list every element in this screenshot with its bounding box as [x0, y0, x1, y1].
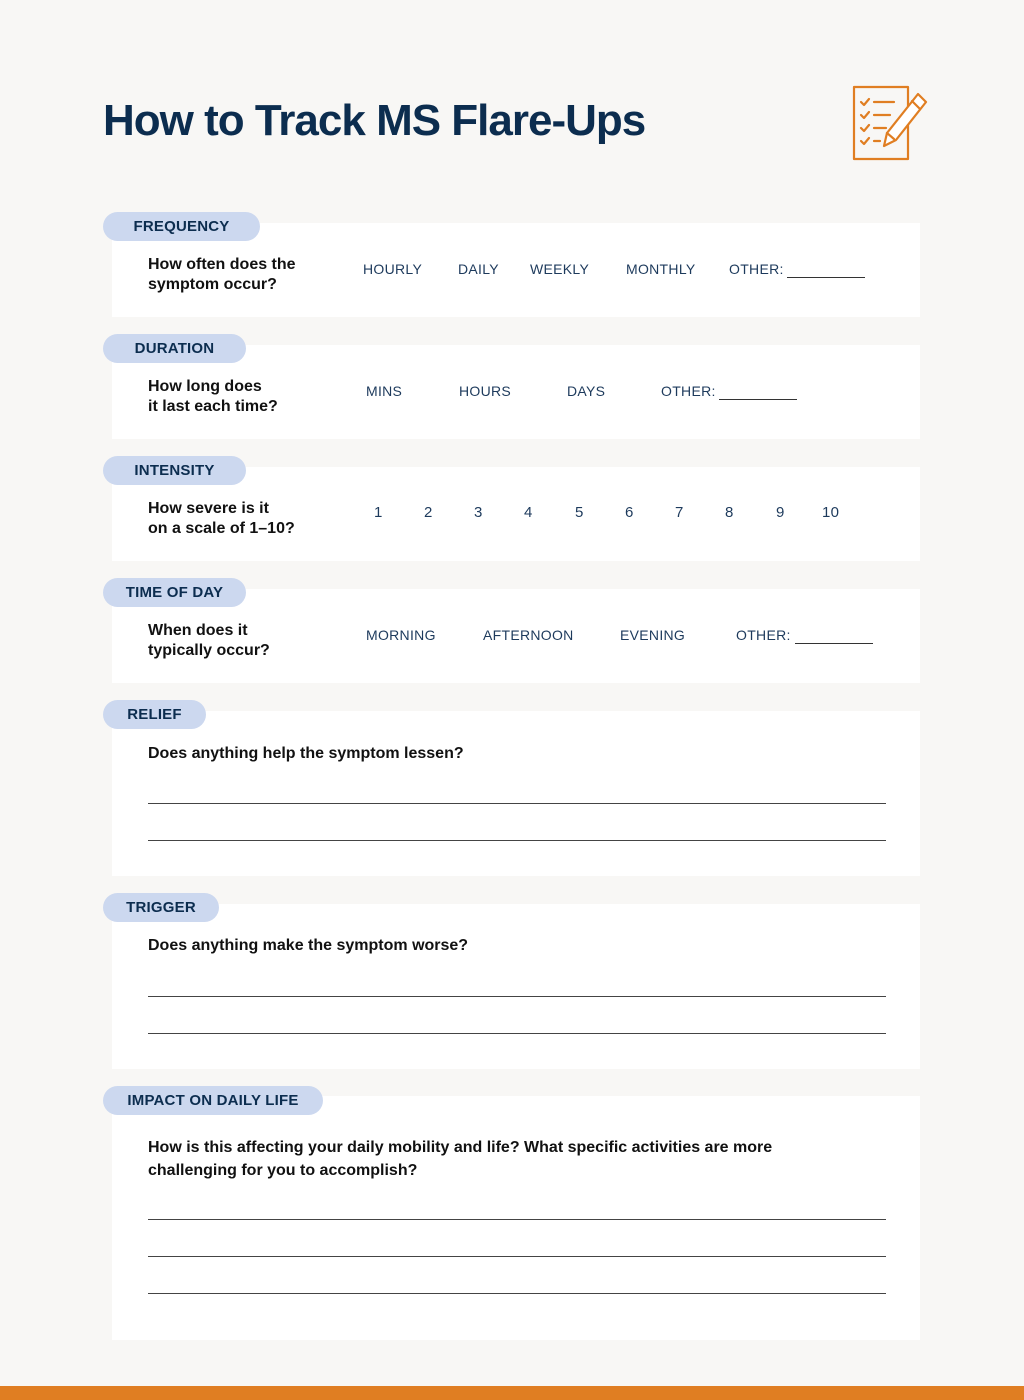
- answer-line[interactable]: [148, 1256, 886, 1257]
- relief-label: RELIEF: [103, 700, 206, 729]
- option-other[interactable]: OTHER:: [736, 627, 791, 643]
- option-morning[interactable]: MORNING: [366, 627, 436, 643]
- duration-label: DURATION: [103, 334, 246, 363]
- relief-question: Does anything help the symptom lessen?: [148, 745, 464, 762]
- option-evening[interactable]: EVENING: [620, 627, 686, 643]
- option-hours[interactable]: HOURS: [459, 383, 512, 399]
- time-of-day-question: When does it typically occur?: [148, 622, 270, 659]
- option-monthly[interactable]: MONTHLY: [626, 261, 696, 277]
- duration-question: How long does it last each time?: [148, 378, 278, 415]
- option-daily[interactable]: DAILY: [458, 261, 499, 277]
- option-hourly[interactable]: HOURLY: [363, 261, 423, 277]
- checklist-pencil-icon: [848, 84, 932, 162]
- scale-6[interactable]: 6: [625, 504, 634, 521]
- option-mins[interactable]: MINS: [366, 383, 403, 399]
- answer-line[interactable]: [148, 996, 886, 997]
- scale-5[interactable]: 5: [575, 504, 584, 521]
- scale-9[interactable]: 9: [776, 504, 785, 521]
- other-blank[interactable]: [795, 643, 873, 644]
- intensity-label: INTENSITY: [103, 456, 246, 485]
- impact-label: IMPACT ON DAILY LIFE: [103, 1086, 323, 1115]
- frequency-label: FREQUENCY: [103, 212, 260, 241]
- impact-card: [112, 1096, 920, 1340]
- other-blank[interactable]: [719, 399, 797, 400]
- option-days[interactable]: DAYS: [567, 383, 606, 399]
- scale-3[interactable]: 3: [474, 504, 483, 521]
- option-weekly[interactable]: WEEKLY: [530, 261, 590, 277]
- answer-line[interactable]: [148, 1033, 886, 1034]
- option-other[interactable]: OTHER:: [661, 383, 716, 399]
- page-title: How to Track MS Flare-Ups: [103, 96, 646, 145]
- impact-question: How is this affecting your daily mobility and life? What specific activities are more challenging for you to accomplish?: [148, 1139, 773, 1179]
- intensity-question: How severe is it on a scale of 1–10?: [148, 500, 295, 537]
- frequency-question: How often does the symptom occur?: [148, 256, 296, 293]
- trigger-card: [112, 904, 920, 1069]
- trigger-question: Does anything make the symptom worse?: [148, 937, 469, 954]
- trigger-label: TRIGGER: [103, 893, 219, 922]
- answer-line[interactable]: [148, 1293, 886, 1294]
- answer-line[interactable]: [148, 1219, 886, 1220]
- scale-1[interactable]: 1: [374, 504, 383, 521]
- other-blank[interactable]: [787, 277, 865, 278]
- footer-accent-bar: [0, 1386, 1024, 1400]
- scale-8[interactable]: 8: [725, 504, 734, 521]
- option-other[interactable]: OTHER:: [729, 261, 784, 277]
- relief-card: [112, 711, 920, 876]
- scale-10[interactable]: 10: [822, 504, 840, 521]
- time-of-day-label: TIME OF DAY: [103, 578, 246, 607]
- option-afternoon[interactable]: AFTERNOON: [483, 627, 574, 643]
- scale-4[interactable]: 4: [524, 504, 533, 521]
- answer-line[interactable]: [148, 840, 886, 841]
- scale-7[interactable]: 7: [675, 504, 684, 521]
- scale-2[interactable]: 2: [424, 504, 433, 521]
- answer-line[interactable]: [148, 803, 886, 804]
